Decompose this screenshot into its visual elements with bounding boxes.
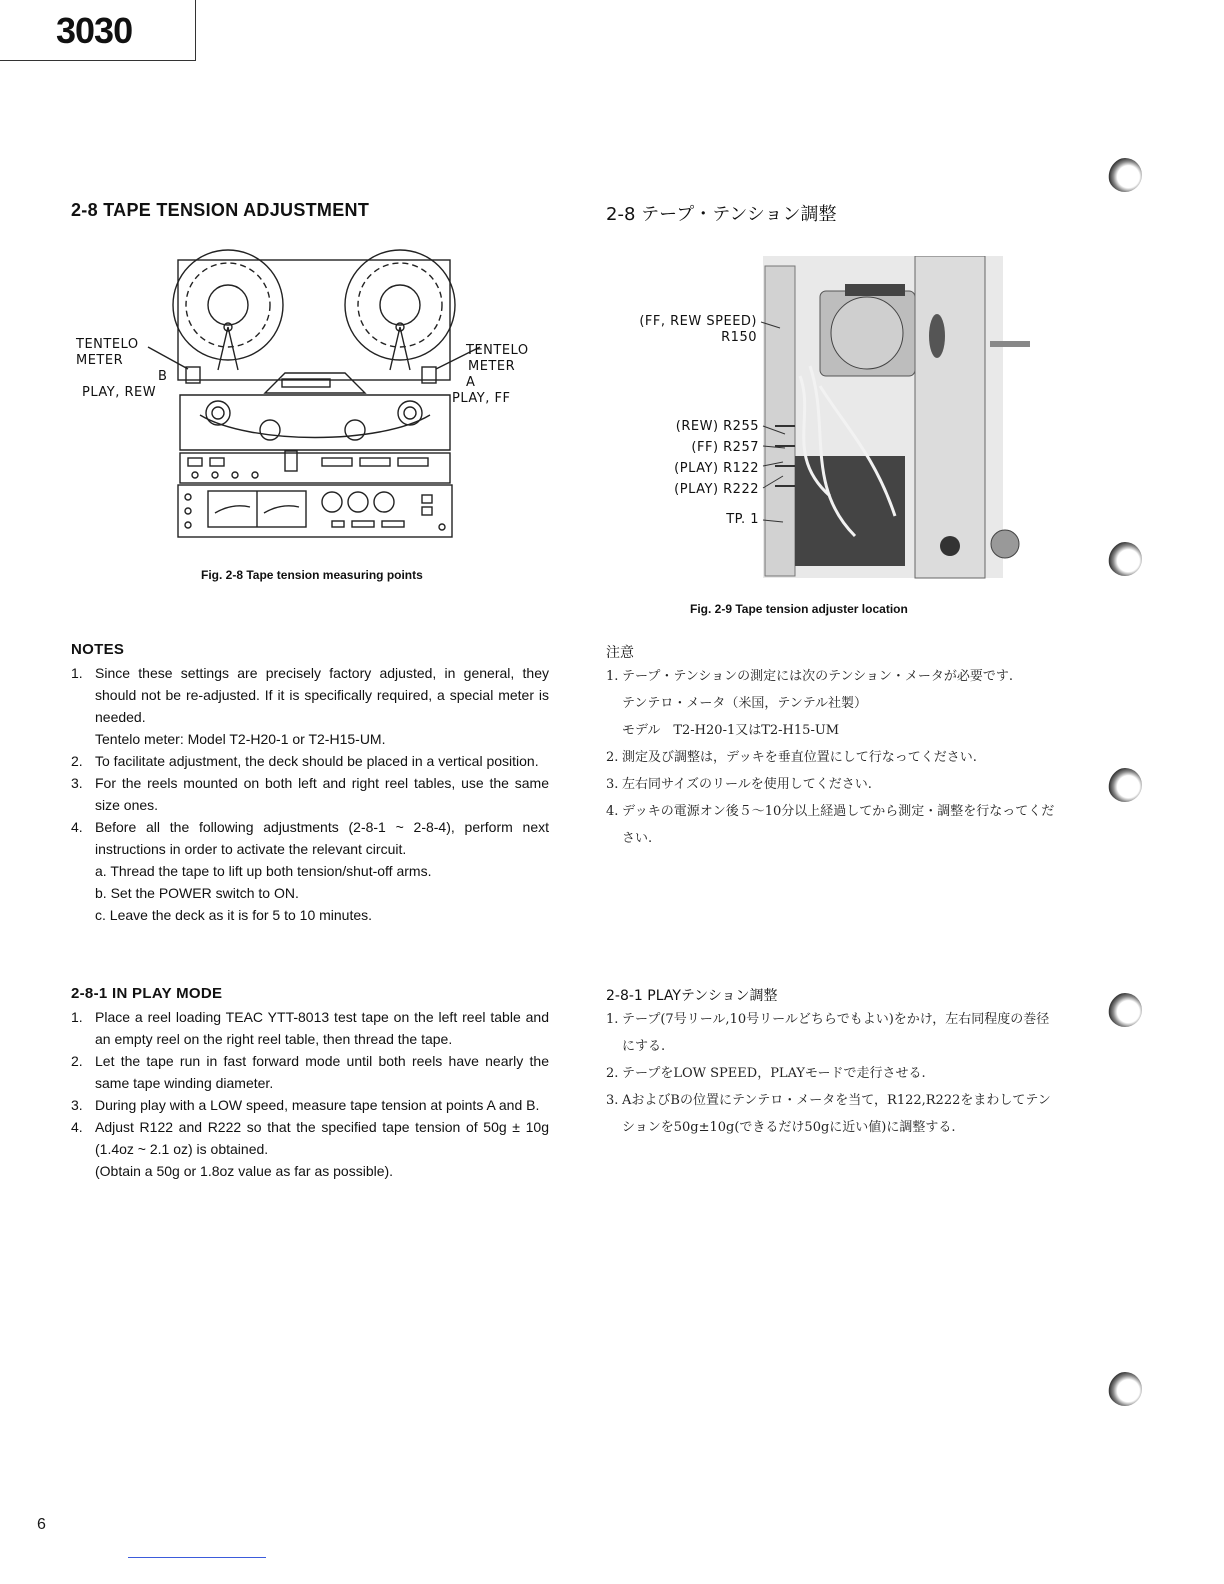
play-mode-item-jp: 3. AおよびBの位置にテンテロ・メータを当て，R122,R222をまわしてテンションを50g±10g(できるだけ50gに近い値)に調整する. — [606, 1093, 1051, 1135]
notes-item-jp: 1. テープ・テンションの測定には次のテンション・メータが必要です. テンテロ・メータ（米国，テンテル社製） モデル T2-H20-1又はT2-H15-UM — [606, 669, 1014, 738]
section-heading-jp: 2-8 テープ・テンション調整 — [606, 204, 837, 225]
left-reel — [173, 250, 283, 360]
figure-caption-2-9: Fig. 2-9 Tape tension adjuster location — [690, 602, 908, 616]
binder-hole-icon — [1108, 768, 1142, 802]
play-mode-item-jp: 1. テープ(7号リール,10号リールどちらでもよい)をかけ，左右同程度の巻径にする. — [606, 1012, 1050, 1054]
page-number: 6 — [37, 1516, 46, 1533]
binder-hole-icon — [1108, 993, 1142, 1027]
notes-title-jp: 注意 — [606, 645, 634, 661]
notes-list-jp — [606, 663, 1062, 852]
notes-title-en: NOTES — [71, 641, 125, 658]
model-number-box — [0, 0, 196, 61]
figure-adjuster-location — [615, 256, 1065, 586]
notes-item: 3. For the reels mounted on both left and right reel tables, use the same size ones. — [71, 775, 549, 813]
label-resistors: (REW) R255 (FF) R257 (PLAY) R122 (PLAY) R222 — [674, 419, 759, 497]
footer-rule — [128, 1557, 266, 1558]
binder-hole-icon — [1108, 542, 1142, 576]
play-mode-item: 3. During play with a LOW speed, measure tape tension at points A and B. — [71, 1097, 540, 1113]
label-tentelo-a: TENTELO METER A PLAY, FF — [452, 343, 529, 406]
play-mode-list-jp — [606, 1006, 1062, 1141]
figure-caption-2-8: Fig. 2-8 Tape tension measuring points — [201, 568, 423, 582]
play-mode-item-jp: 2. テープをLOW SPEED，PLAYモードで走行させる. — [606, 1066, 926, 1081]
binder-hole-icon — [1108, 1372, 1142, 1406]
play-mode-item: 2. Let the tape run in fast forward mode until both reels have nearly the same tape winding diameter. — [71, 1053, 549, 1091]
label-r150: (FF, REW SPEED) R150 — [639, 314, 757, 345]
play-mode-item: 1. Place a reel loading TEAC YTT-8013 test tape on the left reel table and an empty reel on the right reel table, then thread the tape. — [71, 1009, 549, 1047]
notes-item-jp: 2. 測定及び調整は，デッキを垂直位置にして行なってください. — [606, 750, 977, 765]
section-heading-en: 2-8 TAPE TENSION ADJUSTMENT — [71, 200, 370, 220]
binder-hole-icon — [1108, 158, 1142, 192]
model-number: 3030 — [56, 10, 133, 51]
notes-item-jp: 4. デッキの電源オン後５～10分以上経過してから測定・調整を行なってください. — [606, 804, 1055, 846]
right-reel — [345, 250, 455, 360]
notes-list-en — [71, 662, 549, 926]
play-mode-list-en — [71, 1006, 549, 1182]
play-mode-title-jp: 2-8-1 PLAYテンション調整 — [606, 988, 778, 1004]
notes-item: 2. To facilitate adjustment, the deck should be placed in a vertical position. — [71, 753, 539, 769]
notes-item: 4. Before all the following adjustments (2-8-1 ~ 2-8-4), perform next instructions in order to activate the relevant circuit. a. Thread the tape to lift up both tension/shut-off arms. b. Set the POWER switch to ON. c. Leave the deck as it is for 5 to 10 minutes. — [71, 819, 549, 923]
label-tentelo-b: TENTELO METER B PLAY, REW — [76, 337, 168, 400]
figure-tape-deck — [70, 245, 560, 550]
notes-item: 1. Since these settings are precisely factory adjusted, in general, they should not be re-adjusted. If it is specifically required, a special meter is needed. Tentelo meter: Model T2-H20-1 or T2-H15-UM. — [71, 665, 549, 747]
play-mode-title-en: 2-8-1 IN PLAY MODE — [71, 985, 223, 1002]
notes-item-jp: 3. 左右同サイズのリールを使用してください. — [606, 777, 872, 792]
label-tp1: TP. 1 — [726, 512, 759, 527]
play-mode-item: 4. Adjust R122 and R222 so that the specified tape tension of 50g ± 10g (1.4oz ~ 2.1 oz) is obtained. (Obtain a 50g or 1.8oz value as far as possible). — [71, 1119, 549, 1179]
